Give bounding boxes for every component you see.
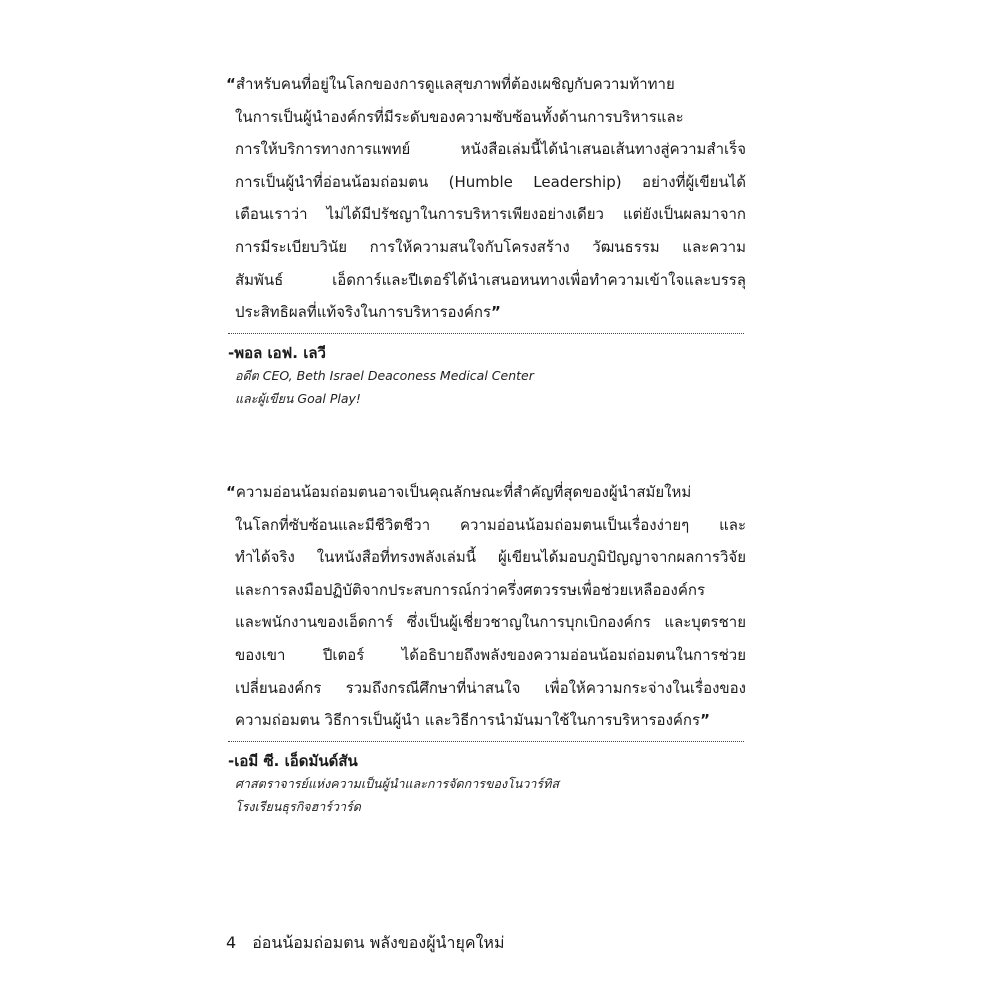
quote-line: และพนักงานของเอ็ดการ์ ซึ่งเป็นผู้เชี่ยวชาญในการบุกเบิกองค์กร และบุตรชาย bbox=[235, 613, 746, 632]
open-quote-mark: “ bbox=[226, 75, 236, 93]
quote-line: สัมพันธ์ เอ็ดการ์และปีเตอร์ได้นำเสนอหนทางเพื่อทำความเข้าใจและบรรลุ bbox=[235, 270, 746, 289]
quote-author: -พอล เอฟ. เลวี bbox=[228, 343, 326, 362]
close-quote-mark: ” bbox=[700, 711, 710, 730]
quote-line: ในการเป็นผู้นำองค์กรที่มีระดับของความซับซ้อนทั้งด้านการบริหารและ bbox=[235, 107, 684, 126]
author-title: และผู้เขียน Goal Play! bbox=[235, 390, 361, 406]
close-quote-mark: ” bbox=[491, 303, 501, 322]
page-number: 4 bbox=[226, 933, 237, 952]
author-title: ศาสตราจารย์แห่งความเป็นผู้นำและการจัดการของโนวาร์ทิส bbox=[235, 775, 560, 791]
quote-line: เปลี่ยนองค์กร รวมถึงกรณีศึกษาที่น่าสนใจ เพื่อให้ความกระจ่างในเรื่องของ bbox=[235, 678, 746, 697]
quote-line: ความถ่อมตน วิธีการเป็นผู้นำ และวิธีการนำมันมาใช้ในการบริหารองค์กร” bbox=[235, 711, 710, 730]
quote-line: ทำได้จริง ในหนังสือที่ทรงพลังเล่มนี้ ผู้เขียนได้มอบภูมิปัญญาจากผลการวิจัย bbox=[235, 548, 746, 567]
open-quote-mark: “ bbox=[226, 483, 236, 501]
quote-line: “ความอ่อนน้อมถ่อมตนอาจเป็นคุณลักษณะที่สำคัญที่สุดของผู้นำสมัยใหม่ bbox=[226, 483, 692, 501]
quote-text bbox=[226, 68, 746, 329]
quote-line: การให้บริการทางการแพทย์ หนังสือเล่มนี้ได้นำเสนอเส้นทางสู่ความสำเร็จ bbox=[235, 140, 746, 159]
endorsement-quote-2 bbox=[226, 476, 746, 818]
quote-line: ของเขา ปีเตอร์ ได้อธิบายถึงพลังของความอ่อนน้อมถ่อมตนในการช่วย bbox=[235, 645, 746, 664]
quote-line: เตือนเราว่า ไม่ได้มีปรัชญาในการบริหารเพียงอย่างเดียว แต่ยังเป็นผลมาจาก bbox=[235, 205, 746, 224]
quote-line: “สำหรับคนที่อยู่ในโลกของการดูแลสุขภาพที่ต้องเผชิญกับความท้าทาย bbox=[226, 75, 675, 93]
quote-author: -เอมี ซี. เอ็ดมันด์สัน bbox=[228, 751, 358, 770]
quote-line: การเป็นผู้นำที่อ่อนน้อมถ่อมตน (Humble Leadership) อย่างที่ผู้เขียนได้ bbox=[235, 172, 746, 191]
quote-line: ประสิทธิผลที่แท้จริงในการบริหารองค์กร” bbox=[235, 303, 501, 322]
endorsement-quote-1 bbox=[226, 68, 746, 410]
quote-line: และการลงมือปฏิบัติจากประสบการณ์กว่าครึ่งศตวรรษเพื่อช่วยเหลือองค์กร bbox=[235, 580, 705, 599]
quote-line: ในโลกที่ซับซ้อนและมีชีวิตชีวา ความอ่อนน้อมถ่อมตนเป็นเรื่องง่ายๆ และ bbox=[235, 515, 746, 534]
quote-text bbox=[226, 476, 746, 737]
author-title: โรงเรียนธุรกิจฮาร์วาร์ด bbox=[235, 798, 361, 814]
quote-line: การมีระเบียบวินัย การให้ความสนใจกับโครงสร้าง วัฒนธรรม และความ bbox=[235, 237, 746, 256]
running-title: อ่อนน้อมถ่อมตน พลังของผู้นำยุคใหม่ bbox=[252, 933, 505, 952]
dotted-divider bbox=[228, 333, 744, 334]
author-title: อดีต CEO, Beth Israel Deaconess Medical Center bbox=[235, 367, 534, 383]
dotted-divider bbox=[228, 741, 744, 742]
page-footer bbox=[226, 931, 505, 955]
